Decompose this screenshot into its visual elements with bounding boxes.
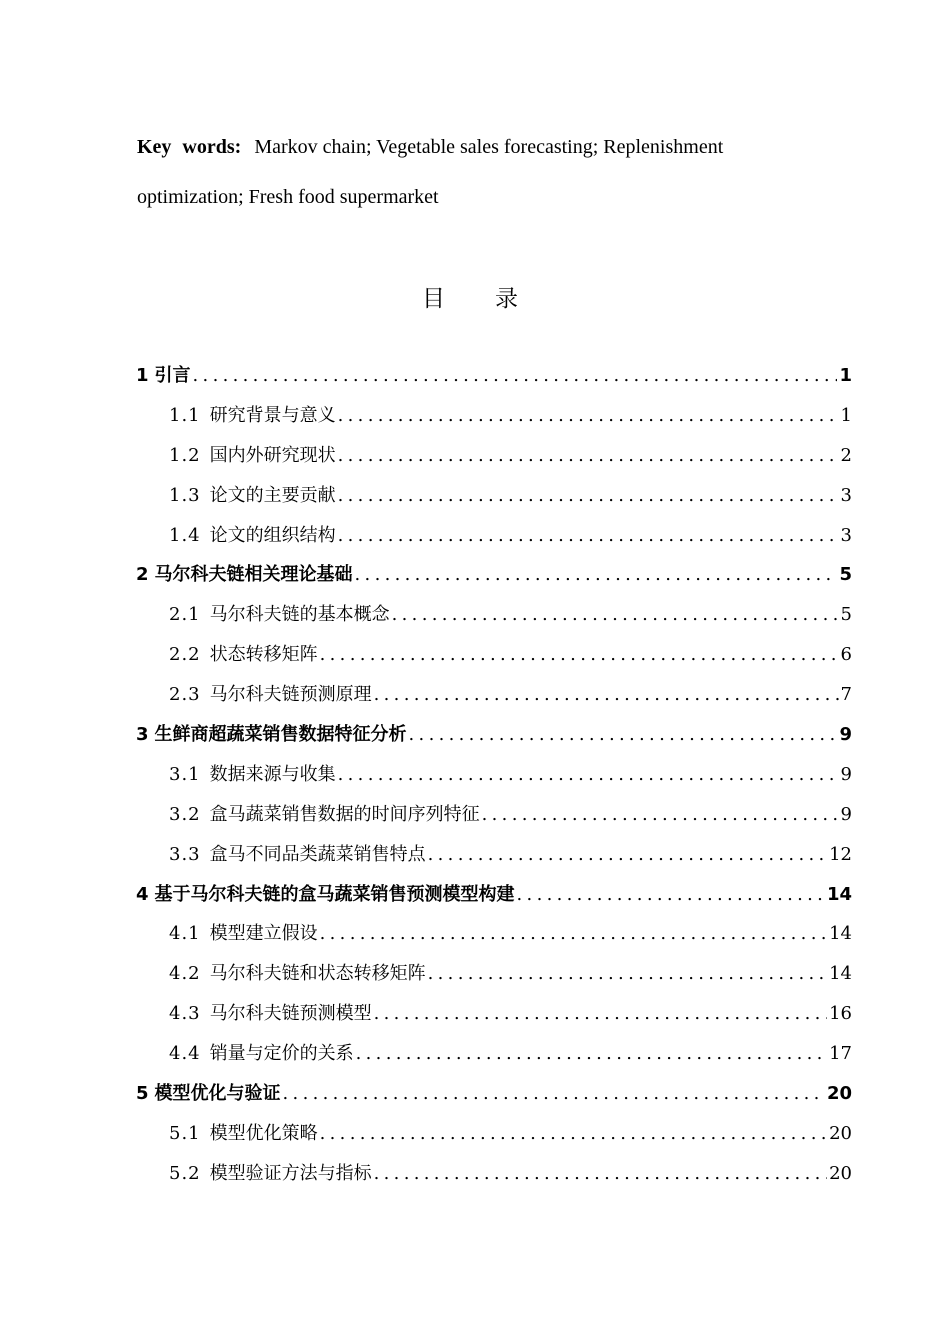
toc-entry-page: 7	[840, 684, 852, 706]
toc-entry-page: 1	[840, 404, 852, 426]
toc-entry-number: 5.2	[169, 1162, 201, 1184]
toc-entry-title: 模型优化与验证	[154, 1083, 281, 1105]
toc-entry-number: 3.1	[169, 763, 201, 785]
toc-entry-3-1[interactable]	[136, 755, 852, 795]
toc-entry-3-2[interactable]	[136, 795, 852, 835]
toc-entry-4-3[interactable]	[136, 994, 852, 1034]
toc-entry-title: 马尔科夫链相关理论基础	[154, 564, 353, 586]
toc-entry-page: 20	[829, 1162, 852, 1184]
toc-entry-number: 3	[136, 724, 149, 746]
toc-entry-number: 2.1	[169, 604, 201, 626]
toc-leader-dots	[320, 635, 839, 675]
toc-entry-4-4[interactable]	[136, 1034, 852, 1074]
toc-entry-title: 研究背景与意义	[209, 404, 336, 426]
toc-entry-1-1[interactable]	[136, 396, 852, 436]
toc-entry-number: 2.3	[169, 684, 201, 706]
toc-entry-1-3[interactable]	[136, 476, 852, 516]
toc-entry-5[interactable]	[136, 1074, 852, 1114]
toc-entry-1[interactable]	[136, 356, 852, 396]
toc-entry-page: 3	[840, 524, 852, 546]
toc-leader-dots	[338, 516, 839, 556]
toc-entry-3-3[interactable]	[136, 835, 852, 875]
toc-entry-number: 1.4	[169, 524, 201, 546]
toc-entry-page: 14	[829, 963, 852, 985]
toc-entry-page: 16	[829, 1003, 852, 1025]
toc-entry-title: 销量与定价的关系	[209, 1043, 354, 1065]
toc-entry-2[interactable]	[136, 555, 852, 595]
toc-entry-title: 数据来源与收集	[209, 763, 336, 785]
toc-entry-4-2[interactable]	[136, 954, 852, 994]
toc-leader-dots	[320, 1114, 827, 1154]
toc-entry-page: 9	[839, 724, 852, 746]
toc-entry-number: 1	[136, 365, 149, 386]
toc-entry-title: 状态转移矩阵	[209, 644, 318, 666]
toc-entry-number: 4.3	[169, 1003, 201, 1025]
toc-entry-3[interactable]	[136, 715, 852, 755]
toc-entry-number: 4.1	[169, 923, 201, 945]
toc-entry-page: 5	[840, 604, 852, 626]
toc-entry-2-3[interactable]	[136, 675, 852, 715]
toc-entry-title: 模型优化策略	[209, 1122, 318, 1144]
toc-entry-2-1[interactable]	[136, 595, 852, 635]
toc-entry-number: 5	[136, 1083, 149, 1105]
toc-entry-1-4[interactable]	[136, 516, 852, 556]
toc-entry-title: 马尔科夫链预测模型	[209, 1003, 372, 1025]
toc-leader-dots	[193, 356, 838, 396]
toc-leader-dots	[482, 795, 839, 835]
toc-entry-number: 2.2	[169, 644, 201, 666]
toc-entry-number: 2	[136, 564, 149, 586]
toc-entry-page: 2	[840, 444, 852, 466]
toc-entry-5-1[interactable]	[136, 1114, 852, 1154]
toc-entry-page: 9	[840, 803, 852, 825]
toc-entry-number: 4.4	[169, 1043, 201, 1065]
toc-leader-dots	[392, 595, 839, 635]
toc-entry-page: 14	[829, 923, 852, 945]
toc-leader-dots	[338, 755, 839, 795]
toc-entry-title: 模型建立假设	[209, 923, 318, 945]
toc-leader-dots	[428, 835, 827, 875]
toc-entry-title: 盒马蔬菜销售数据的时间序列特征	[209, 803, 480, 825]
toc-entry-title: 盒马不同品类蔬菜销售特点	[209, 843, 426, 865]
toc-leader-dots	[356, 1034, 827, 1074]
toc-entry-title: 论文的组织结构	[209, 524, 336, 546]
toc-entry-number: 1.1	[169, 404, 201, 426]
toc-entry-title: 马尔科夫链预测原理	[209, 684, 372, 706]
toc-entry-page: 17	[829, 1043, 852, 1065]
toc-leader-dots	[320, 914, 827, 954]
toc-entry-number: 4.2	[169, 963, 201, 985]
toc-entry-number: 1.3	[169, 484, 201, 506]
toc-entry-page: 1	[839, 365, 852, 386]
keywords-label: Key words:	[137, 136, 242, 158]
toc-leader-dots	[338, 476, 839, 516]
toc-leader-dots	[374, 1154, 827, 1194]
toc-leader-dots	[338, 436, 839, 476]
toc-entry-page: 6	[840, 644, 852, 666]
toc-leader-dots	[374, 675, 839, 715]
toc-entry-5-2[interactable]	[136, 1154, 852, 1194]
toc-entry-title: 生鲜商超蔬菜销售数据特征分析	[154, 724, 407, 746]
table-of-contents	[136, 356, 852, 1194]
toc-title: 目录	[422, 286, 568, 312]
toc-entry-title: 马尔科夫链和状态转移矩阵	[209, 963, 426, 985]
toc-entry-number: 5.1	[169, 1122, 201, 1144]
keywords-paragraph	[137, 122, 817, 222]
toc-entry-page: 3	[840, 484, 852, 506]
toc-entry-page: 9	[840, 763, 852, 785]
toc-entry-4-1[interactable]	[136, 914, 852, 954]
toc-leader-dots	[374, 994, 827, 1034]
toc-entry-number: 1.2	[169, 444, 201, 466]
toc-leader-dots	[409, 715, 838, 755]
toc-entry-number: 3.2	[169, 803, 201, 825]
toc-entry-title: 基于马尔科夫链的盒马蔬菜销售预测模型构建	[154, 883, 515, 905]
toc-entry-1-2[interactable]	[136, 436, 852, 476]
toc-entry-title: 引言	[154, 365, 191, 386]
toc-entry-page: 20	[829, 1122, 852, 1144]
toc-leader-dots	[355, 555, 838, 595]
toc-entry-page: 5	[839, 564, 852, 586]
toc-leader-dots	[428, 954, 827, 994]
toc-entry-title: 国内外研究现状	[209, 444, 336, 466]
toc-leader-dots	[517, 875, 825, 915]
toc-leader-dots	[283, 1074, 825, 1114]
toc-entry-title: 论文的主要贡献	[209, 484, 336, 506]
toc-entry-page: 14	[826, 883, 852, 905]
toc-leader-dots	[338, 396, 839, 436]
toc-entry-4[interactable]	[136, 875, 852, 915]
toc-entry-page: 20	[826, 1083, 852, 1105]
toc-entry-number: 3.3	[169, 843, 201, 865]
toc-entry-number: 4	[136, 883, 149, 905]
toc-entry-title: 马尔科夫链的基本概念	[209, 604, 390, 626]
toc-entry-page: 12	[829, 843, 852, 865]
toc-entry-2-2[interactable]	[136, 635, 852, 675]
toc-entry-title: 模型验证方法与指标	[209, 1162, 372, 1184]
keywords-text: Markov chain; Vegetable sales forecasting; Replenishment optimization; Fresh food supermarket	[137, 136, 724, 208]
